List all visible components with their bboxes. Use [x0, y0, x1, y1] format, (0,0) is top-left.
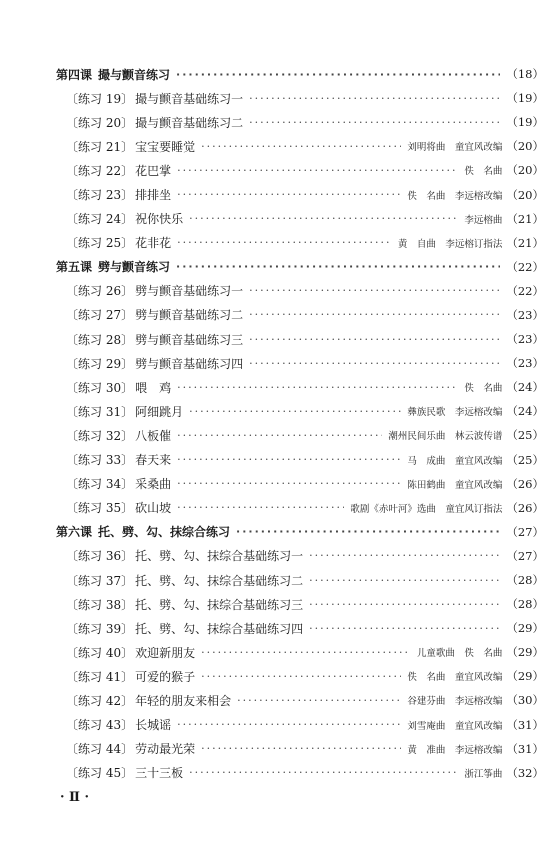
toc-exercise-row [56, 761, 544, 785]
dot-leader [176, 260, 500, 273]
entry-title-text: 托、劈、勾、抹综合基础练习一 [135, 549, 304, 564]
toc-exercise-row [56, 399, 544, 423]
entry-title-text: 托、劈、勾、抹综合基础练习二 [135, 573, 304, 588]
toc-exercise-row [56, 616, 544, 640]
toc-exercise-row [56, 568, 544, 592]
toc-entry-title [66, 427, 171, 444]
page-number: （22） [506, 283, 544, 298]
toc-exercise-row [56, 279, 544, 303]
toc-exercise-row [56, 737, 544, 761]
composer-credit: 佚 名曲 童宜风改编 [407, 672, 503, 684]
exercise-number: 〔练习 38〕 [66, 597, 134, 612]
entry-title-text: 排排坐 [135, 188, 172, 203]
dot-leader [249, 333, 500, 346]
composer-credit: 刘明将曲 童宜风改编 [407, 142, 503, 154]
page-number: （26） [506, 476, 544, 491]
exercise-number: 〔练习 45〕 [66, 766, 134, 781]
exercise-number: 〔练习 39〕 [66, 621, 134, 636]
toc-exercise-row [56, 86, 544, 110]
composer-credit: 佚 名曲 李远榕改编 [407, 190, 503, 202]
entry-title-text: 劈与颤音基础练习三 [135, 332, 244, 347]
page-number: （23） [506, 307, 544, 322]
page-number: （21） [506, 235, 544, 250]
page-number: （27） [506, 524, 544, 539]
entry-title-text: 劳动最光荣 [135, 742, 196, 757]
dot-leader [309, 549, 500, 562]
toc-entry-title [66, 692, 231, 709]
toc-entry-title [66, 282, 243, 299]
page-number: （19） [506, 115, 544, 130]
dot-leader [189, 766, 458, 779]
exercise-number: 〔练习 22〕 [66, 163, 134, 178]
exercise-number: 〔练习 19〕 [66, 91, 134, 106]
composer-credit: 儿童歌曲 佚 名曲 [416, 648, 503, 660]
exercise-number: 〔练习 25〕 [66, 236, 134, 251]
composer-credit: 谷建芬曲 李远榕改编 [407, 696, 503, 708]
page-number: （22） [506, 259, 544, 274]
composer-credit: 彝族民歌 李远榕改编 [407, 407, 503, 419]
entry-title-text: 撮与颤音基础练习二 [135, 115, 244, 130]
toc-exercise-row [56, 303, 544, 327]
page-number: （31） [506, 741, 544, 756]
entry-title-text: 喂 鸡 [135, 380, 172, 395]
dot-leader [249, 284, 500, 297]
page-number: （23） [506, 332, 544, 347]
toc-entry-title [66, 547, 303, 564]
entry-title-text: 八板催 [135, 428, 172, 443]
toc-entry-title [66, 644, 195, 661]
composer-credit: 陈田鹤曲 童宜风改编 [407, 479, 503, 491]
toc-entry-title [66, 716, 171, 733]
toc-exercise-row [56, 182, 544, 206]
entry-title-text: 托、劈、勾、抹综合基础练习四 [135, 621, 304, 636]
dot-leader [177, 381, 458, 394]
page-number: （29） [506, 621, 544, 636]
toc-exercise-row [56, 423, 544, 447]
entry-title-text: 欢迎新朋友 [135, 645, 196, 660]
entry-title-text: 撮与颤音基础练习一 [135, 91, 244, 106]
toc-entry-title [66, 620, 303, 637]
page-number: （26） [506, 500, 544, 515]
dot-leader [177, 236, 392, 249]
toc-chapter-row [56, 62, 544, 86]
exercise-number: 〔练习 44〕 [66, 742, 134, 757]
composer-credit: 佚 名曲 [464, 166, 503, 178]
toc-entry-title [66, 379, 171, 396]
exercise-number: 〔练习 36〕 [66, 549, 134, 564]
entry-title-text: 劈与颤音基础练习一 [135, 284, 244, 299]
toc-entry-title [66, 451, 171, 468]
page-number: （29） [506, 669, 544, 684]
toc-entry-title [66, 475, 171, 492]
entry-title-text: 阿细跳月 [135, 404, 184, 419]
dot-leader [249, 116, 500, 129]
dot-leader [177, 453, 401, 466]
composer-credit: 佚 名曲 [464, 383, 503, 395]
entry-title-text: 花非花 [135, 236, 172, 251]
page-number: （28） [506, 573, 544, 588]
lesson-number: 第六课 [56, 525, 93, 540]
page-number: （29） [506, 645, 544, 660]
dot-leader [309, 574, 500, 587]
entry-title-text: 宝宝要睡觉 [135, 139, 196, 154]
composer-credit: 黄 自曲 李远榕订指法 [397, 238, 503, 250]
exercise-number: 〔练习 34〕 [66, 477, 134, 492]
entry-title-text: 长城谣 [135, 718, 172, 733]
dot-leader [201, 140, 401, 153]
toc-entry-title [56, 258, 170, 275]
exercise-number: 〔练习 31〕 [66, 404, 134, 419]
toc-entry-title [66, 596, 303, 613]
exercise-number: 〔练习 33〕 [66, 453, 134, 468]
page-number: （32） [506, 765, 544, 780]
entry-title-text: 劈与颤音练习 [98, 260, 171, 275]
page-number: （30） [506, 693, 544, 708]
dot-leader [309, 622, 500, 635]
toc-exercise-row [56, 351, 544, 375]
toc-entry-title [66, 740, 195, 757]
toc-entry-title [66, 403, 183, 420]
toc-exercise-row [56, 448, 544, 472]
toc-exercise-row [56, 592, 544, 616]
toc-chapter-row [56, 520, 544, 544]
page-number: （23） [506, 356, 544, 371]
composer-credit: 黄 准曲 李远榕改编 [407, 744, 503, 756]
toc-entry-title [66, 138, 195, 155]
dot-leader [249, 308, 500, 321]
toc-exercise-row [56, 472, 544, 496]
dot-leader [177, 477, 401, 490]
page-number: （20） [506, 163, 544, 178]
toc-entry-title [66, 234, 171, 251]
page-number: （28） [506, 597, 544, 612]
toc-exercise-row [56, 713, 544, 737]
exercise-number: 〔练习 32〕 [66, 428, 134, 443]
dot-leader [189, 212, 458, 225]
entry-title-text: 可爱的猴子 [135, 669, 196, 684]
toc-entry-title [66, 668, 195, 685]
dot-leader [201, 742, 401, 755]
toc-entry-title [66, 499, 171, 516]
dot-leader [309, 598, 500, 611]
exercise-number: 〔练习 30〕 [66, 380, 134, 395]
composer-credit: 潮州民间乐曲 林云波传谱 [388, 431, 503, 443]
dot-leader [177, 501, 344, 514]
exercise-number: 〔练习 42〕 [66, 693, 134, 708]
dot-leader [249, 357, 500, 370]
entry-title-text: 祝你快乐 [135, 212, 184, 227]
entry-title-text: 托、劈、勾、抹综合基础练习三 [135, 597, 304, 612]
entry-title-text: 砍山坡 [135, 501, 172, 516]
exercise-number: 〔练习 21〕 [66, 139, 134, 154]
composer-credit: 马 成曲 童宜风改编 [407, 455, 503, 467]
toc-entry-title [66, 572, 303, 589]
toc-entry-title [56, 66, 170, 83]
exercise-number: 〔练习 43〕 [66, 718, 134, 733]
entry-title-text: 春天来 [135, 453, 172, 468]
page-number: （18） [506, 67, 544, 82]
toc-exercise-row [56, 158, 544, 182]
toc-exercise-row [56, 640, 544, 664]
dot-leader [177, 429, 382, 442]
exercise-number: 〔练习 35〕 [66, 501, 134, 516]
toc-entry-title [66, 306, 243, 323]
dot-leader [201, 646, 411, 659]
dot-leader [189, 405, 401, 418]
toc-exercise-row [56, 688, 544, 712]
toc-entry-title [66, 210, 183, 227]
exercise-number: 〔练习 29〕 [66, 356, 134, 371]
lesson-number: 第五课 [56, 260, 93, 275]
composer-credit: 歌剧《赤叶河》选曲 童宜风订指法 [350, 503, 503, 515]
page-number-footer: · Ⅱ · [60, 790, 90, 805]
toc-exercise-row [56, 664, 544, 688]
entry-title-text: 托、劈、勾、抹综合练习 [98, 525, 231, 540]
entry-title-text: 劈与颤音基础练习二 [135, 308, 244, 323]
dot-leader [201, 670, 401, 683]
toc-entry-title [56, 523, 230, 540]
toc-entry-title [66, 186, 171, 203]
exercise-number: 〔练习 24〕 [66, 212, 134, 227]
toc-exercise-row [56, 327, 544, 351]
exercise-number: 〔练习 23〕 [66, 188, 134, 203]
composer-credit: 刘雪庵曲 童宜风改编 [407, 720, 503, 732]
page-number: （25） [506, 428, 544, 443]
entry-title-text: 年轻的朋友来相会 [135, 693, 232, 708]
toc-entry-title [66, 331, 243, 348]
toc-exercise-row [56, 375, 544, 399]
toc-entry-title [66, 162, 171, 179]
entry-title-text: 采桑曲 [135, 477, 172, 492]
dot-leader [177, 164, 458, 177]
dot-leader [236, 525, 500, 538]
page-number: （19） [506, 91, 544, 106]
toc-exercise-row [56, 544, 544, 568]
entry-title-text: 撮与颤音练习 [98, 67, 171, 82]
toc-exercise-row [56, 231, 544, 255]
toc-exercise-row [56, 134, 544, 158]
exercise-number: 〔练习 41〕 [66, 669, 134, 684]
toc-entry-title [66, 764, 183, 781]
dot-leader [176, 68, 500, 81]
entry-title-text: 三十三板 [135, 766, 184, 781]
toc-entry-title [66, 114, 243, 131]
entry-title-text: 花巴掌 [135, 163, 172, 178]
exercise-number: 〔练习 28〕 [66, 332, 134, 347]
exercise-number: 〔练习 37〕 [66, 573, 134, 588]
lesson-number: 第四课 [56, 67, 93, 82]
page-number: （31） [506, 717, 544, 732]
toc-exercise-row [56, 110, 544, 134]
dot-leader [237, 694, 401, 707]
page-number: （24） [506, 380, 544, 395]
page-number: （21） [506, 211, 544, 226]
composer-credit: 浙江筝曲 [464, 768, 503, 780]
toc-chapter-row [56, 255, 544, 279]
page-number: （20） [506, 187, 544, 202]
exercise-number: 〔练习 20〕 [66, 115, 134, 130]
page-number: （27） [506, 548, 544, 563]
dot-leader [177, 188, 401, 201]
exercise-number: 〔练习 40〕 [66, 645, 134, 660]
entry-title-text: 劈与颤音基础练习四 [135, 356, 244, 371]
dot-leader [177, 718, 401, 731]
toc-entry-title [66, 90, 243, 107]
page-number: （24） [506, 404, 544, 419]
exercise-number: 〔练习 27〕 [66, 308, 134, 323]
dot-leader [249, 92, 500, 105]
toc-exercise-row [56, 496, 544, 520]
exercise-number: 〔练习 26〕 [66, 284, 134, 299]
toc-entry-title [66, 355, 243, 372]
page-number: （25） [506, 452, 544, 467]
table-of-contents [56, 62, 544, 785]
toc-exercise-row [56, 207, 544, 231]
composer-credit: 李远榕曲 [464, 214, 503, 226]
page-number: （20） [506, 139, 544, 154]
